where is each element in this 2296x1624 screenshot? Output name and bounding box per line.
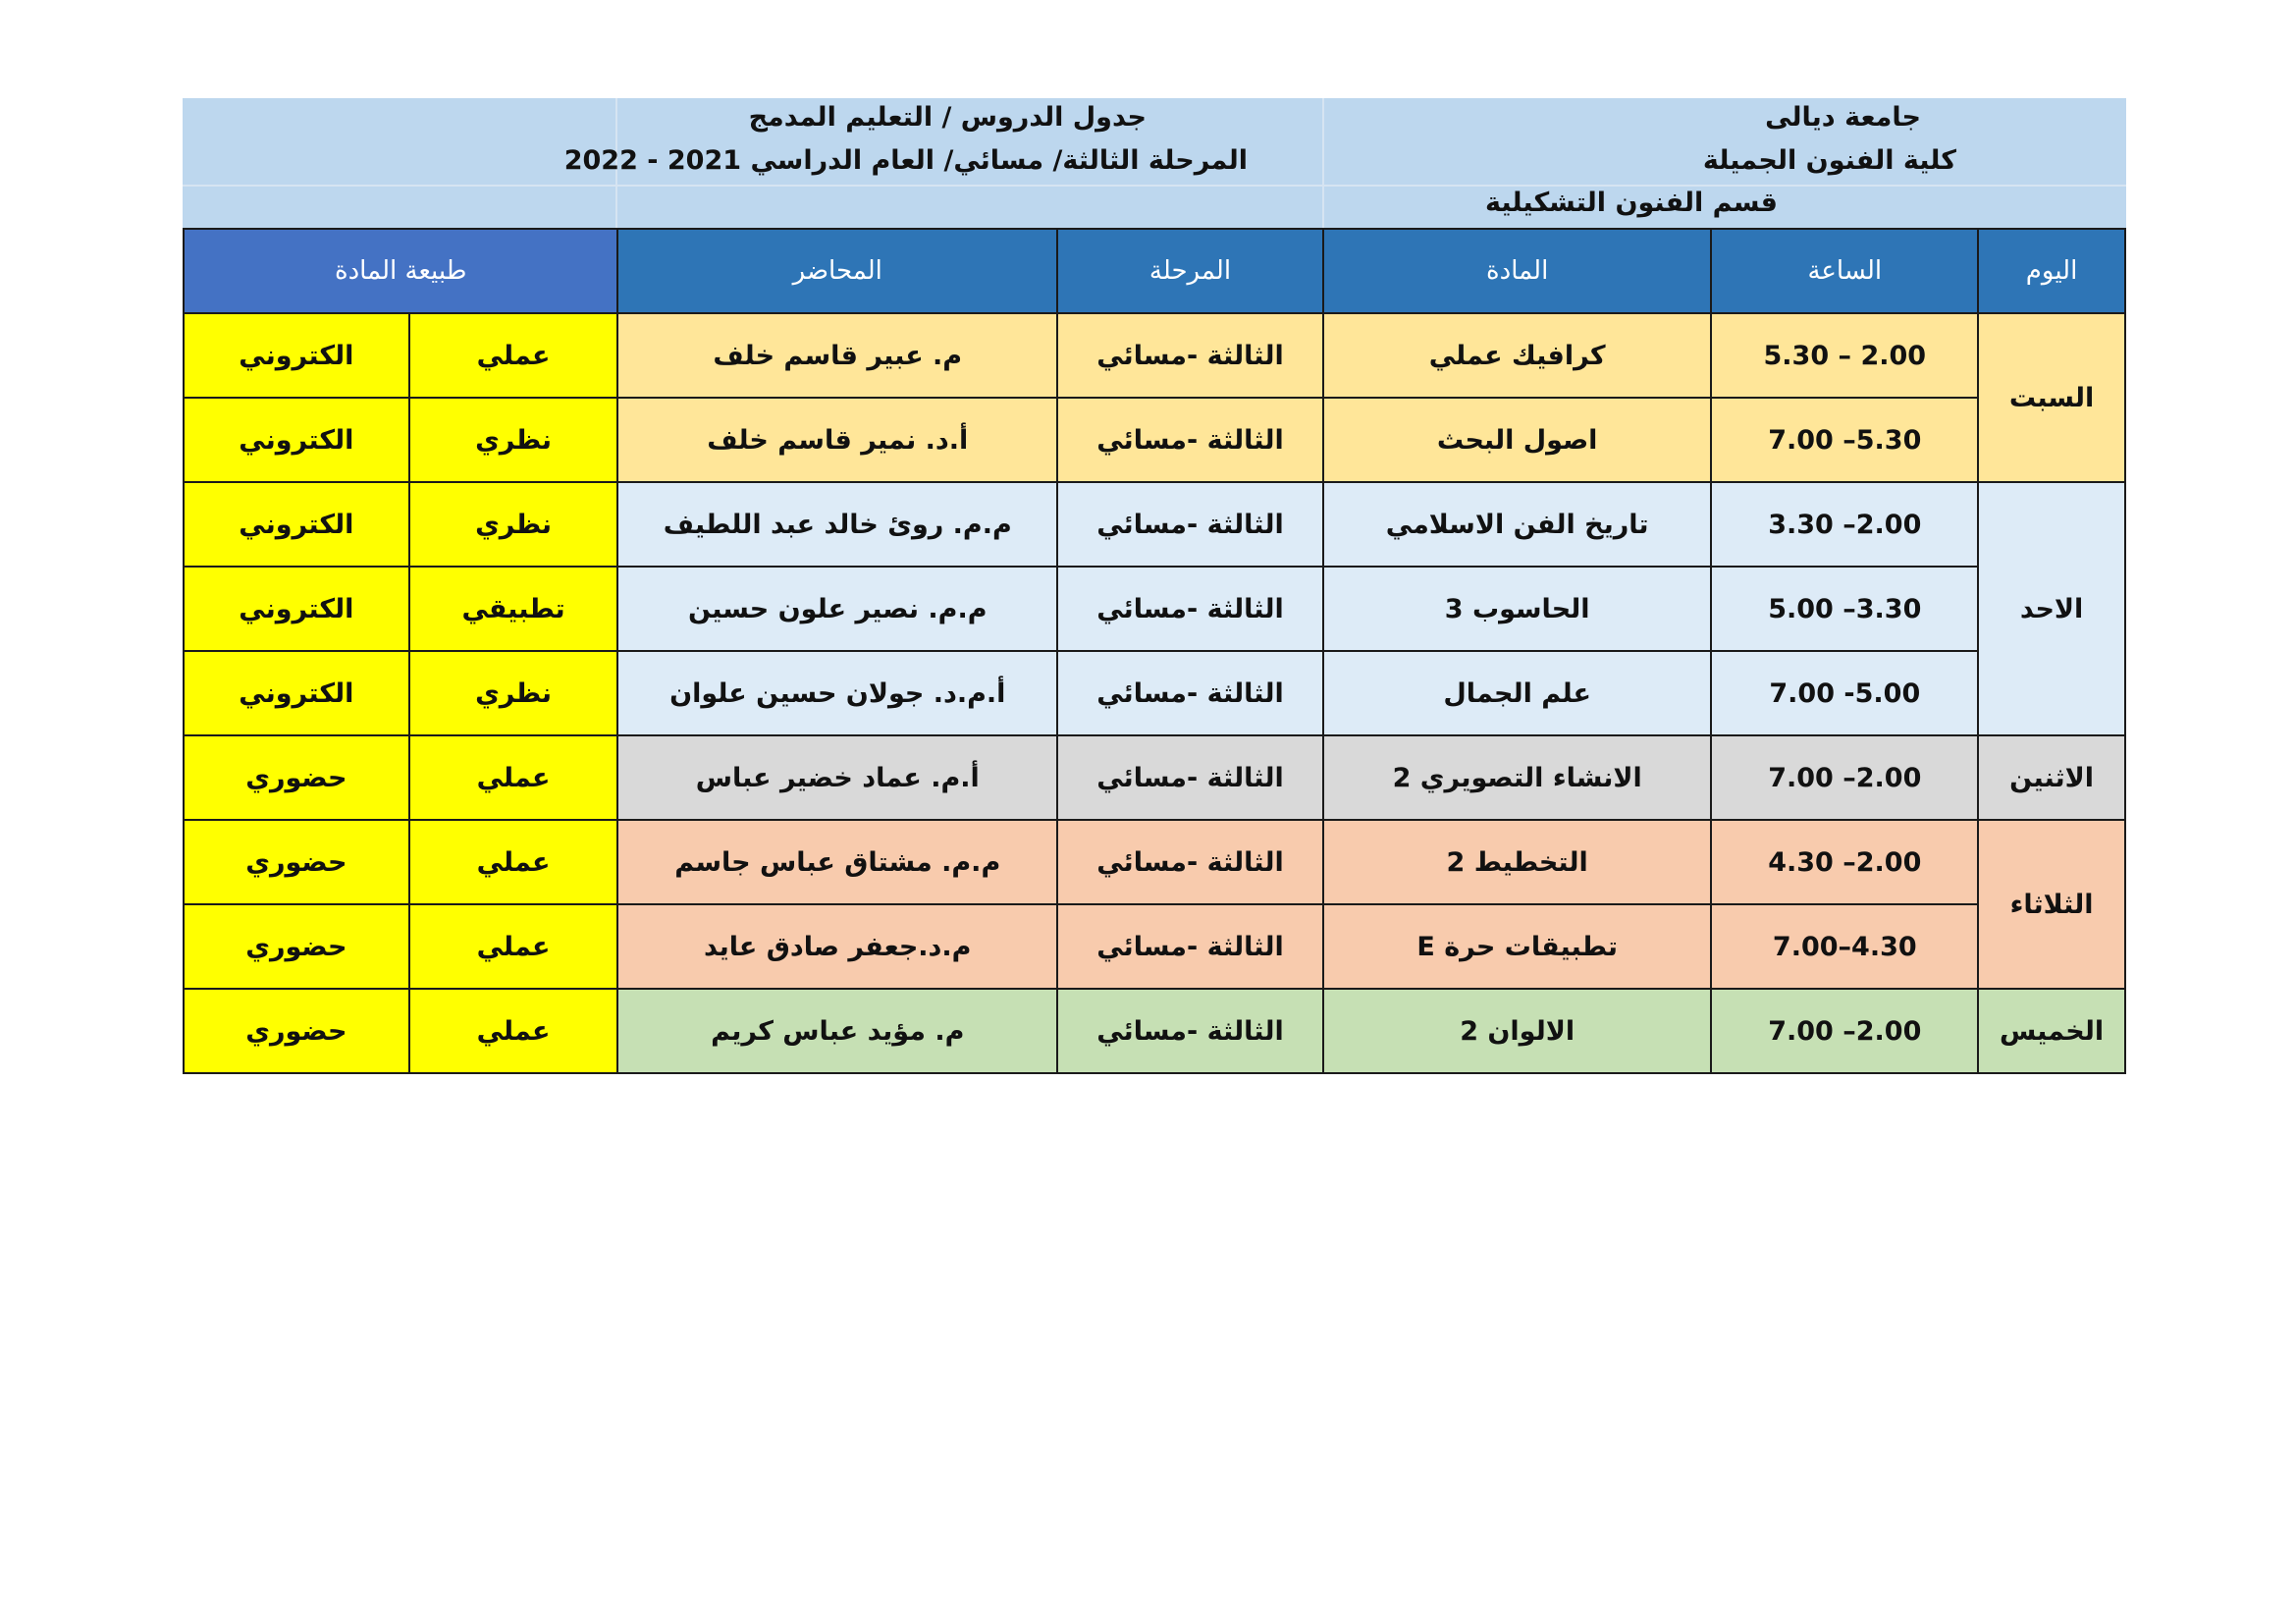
day-cell: الثلاثاء — [1978, 820, 2125, 989]
header-row — [184, 229, 2125, 313]
col-lecturer: المحاضر — [617, 229, 1057, 313]
mode-cell: حضوري — [184, 904, 409, 989]
lecturer-cell: م.د.جعفر صادق عايد — [617, 904, 1057, 989]
lecturer-cell: م.م. مشتاق عباس جاسم — [617, 820, 1057, 904]
subject-cell: الانشاء التصويري 2 — [1323, 735, 1712, 820]
stage-cell: الثالثة -مسائي — [1057, 313, 1323, 398]
schedule-subtitle: المرحلة الثالثة/ مسائي/ العام الدراسي 2021 - 2022 — [563, 145, 1248, 176]
subject-cell: تاريخ الفن الاسلامي — [1323, 482, 1712, 567]
mode-cell: الكتروني — [184, 313, 409, 398]
table-row — [184, 735, 2125, 820]
lecturer-cell: أ.م. عماد خضير عباس — [617, 735, 1057, 820]
mode-cell: الكتروني — [184, 398, 409, 482]
university-name: جامعة ديالى — [1765, 102, 1921, 133]
time-cell: 2.00– 4.30 — [1711, 820, 1978, 904]
time-cell: 2.00– 7.00 — [1711, 735, 1978, 820]
table-row — [184, 398, 2125, 482]
table-row — [184, 313, 2125, 398]
mode-cell: حضوري — [184, 820, 409, 904]
col-nature: طبيعة المادة — [184, 229, 617, 313]
stage-cell: الثالثة -مسائي — [1057, 651, 1323, 735]
lecturer-cell: م.م. روئ خالد عبد اللطيف — [617, 482, 1057, 567]
col-subject: المادة — [1323, 229, 1712, 313]
day-cell: الخميس — [1978, 989, 2125, 1073]
subject-cell: الحاسوب 3 — [1323, 567, 1712, 651]
stage-cell: الثالثة -مسائي — [1057, 398, 1323, 482]
time-cell: 5.30– 7.00 — [1711, 398, 1978, 482]
table-row — [184, 904, 2125, 989]
header-divider — [1322, 98, 1324, 229]
stage-cell: الثالثة -مسائي — [1057, 482, 1323, 567]
time-cell: 4.30–7.00 — [1711, 904, 1978, 989]
day-cell: الاحد — [1978, 482, 2125, 735]
mode-cell: حضوري — [184, 989, 409, 1073]
subject-cell: التخطيط 2 — [1323, 820, 1712, 904]
type-cell: تطبيقي — [409, 567, 618, 651]
department-name: قسم الفنون التشكيلية — [1485, 188, 1778, 218]
table-row — [184, 820, 2125, 904]
mode-cell: الكتروني — [184, 567, 409, 651]
stage-cell: الثالثة -مسائي — [1057, 904, 1323, 989]
type-cell: نظري — [409, 482, 618, 567]
lecturer-cell: م. مؤيد عباس كريم — [617, 989, 1057, 1073]
schedule-table — [183, 228, 2126, 1074]
type-cell: نظري — [409, 398, 618, 482]
col-time: الساعة — [1711, 229, 1978, 313]
subject-cell: علم الجمال — [1323, 651, 1712, 735]
subject-cell: تطبيقات حرة E — [1323, 904, 1712, 989]
lecturer-cell: م.م. نصير علون حسين — [617, 567, 1057, 651]
header-gridline — [183, 185, 2126, 187]
col-day: اليوم — [1978, 229, 2125, 313]
stage-cell: الثالثة -مسائي — [1057, 567, 1323, 651]
table-row — [184, 989, 2125, 1073]
college-name: كلية الفنون الجميلة — [1702, 145, 1956, 176]
subject-cell: الالوان 2 — [1323, 989, 1712, 1073]
mode-cell: الكتروني — [184, 651, 409, 735]
lecturer-cell: م. عبير قاسم خلف — [617, 313, 1057, 398]
schedule-sheet — [183, 98, 2126, 1079]
schedule-title: جدول الدروس / التعليم المدمج — [748, 102, 1147, 133]
table-row — [184, 567, 2125, 651]
mode-cell: حضوري — [184, 735, 409, 820]
type-cell: عملي — [409, 904, 618, 989]
type-cell: نظري — [409, 651, 618, 735]
time-cell: 2.00– 7.00 — [1711, 989, 1978, 1073]
stage-cell: الثالثة -مسائي — [1057, 735, 1323, 820]
time-cell: 2.00 – 5.30 — [1711, 313, 1978, 398]
table-row — [184, 651, 2125, 735]
type-cell: عملي — [409, 989, 618, 1073]
mode-cell: الكتروني — [184, 482, 409, 567]
stage-cell: الثالثة -مسائي — [1057, 989, 1323, 1073]
lecturer-cell: أ.د. نمير قاسم خلف — [617, 398, 1057, 482]
day-cell: الاثنين — [1978, 735, 2125, 820]
type-cell: عملي — [409, 820, 618, 904]
subject-cell: اصول البحث — [1323, 398, 1712, 482]
col-stage: المرحلة — [1057, 229, 1323, 313]
lecturer-cell: أ.م.د. جولان حسين علوان — [617, 651, 1057, 735]
time-cell: 2.00– 3.30 — [1711, 482, 1978, 567]
subject-cell: كرافيك عملي — [1323, 313, 1712, 398]
day-cell: السبت — [1978, 313, 2125, 482]
table-row — [184, 482, 2125, 567]
type-cell: عملي — [409, 313, 618, 398]
type-cell: عملي — [409, 735, 618, 820]
header-band — [183, 98, 2126, 229]
time-cell: 3.30– 5.00 — [1711, 567, 1978, 651]
time-cell: 5.00- 7.00 — [1711, 651, 1978, 735]
stage-cell: الثالثة -مسائي — [1057, 820, 1323, 904]
